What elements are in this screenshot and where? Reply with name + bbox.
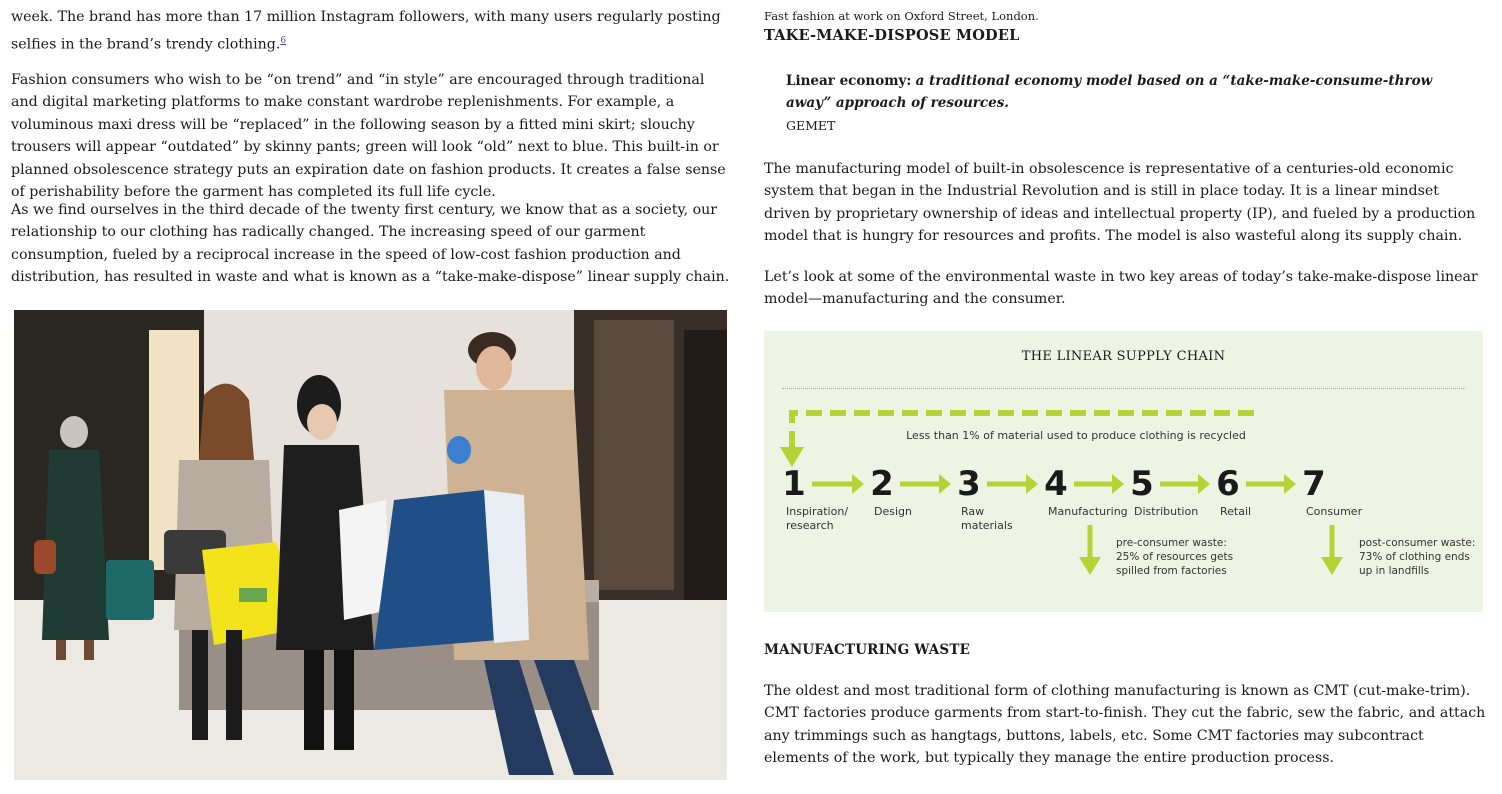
flow-arrowhead-4 (1112, 474, 1124, 494)
step-number-6: 6 (1216, 464, 1240, 504)
definition-box (786, 70, 1466, 137)
flow-arrowhead-1 (852, 474, 864, 494)
definition-term: Linear economy: (786, 73, 912, 89)
step-label2-3: materials (961, 519, 1013, 532)
paragraph-cmt: The oldest and most traditional form of clothing manufacturing is known as CMT (cut-make-trim). CMT factories produce garments from start-to-finish. They cut the fabric, sew the fabric, and attach any trimmings such as hangtags, buttons, labels, etc. Some CMT factories may subcontract elements of the work, but typically they manage the entire production process. (764, 683, 1486, 767)
step-number-1: 1 (782, 464, 806, 504)
definition-text (786, 70, 1466, 115)
linear-supply-chain-diagram (764, 331, 1483, 612)
paragraph-intro-text: week. The brand has more than 17 million Instagram followers, with many users regularly posting selfies in the brand’s trendy clothing. (11, 9, 721, 54)
footnote-link[interactable]: 6 (280, 36, 287, 47)
step-number-5: 5 (1130, 464, 1154, 504)
definition-body: a traditional economy model based on a “take-make-consume-throw away” approach of resources. (786, 73, 1433, 112)
flow-arrowhead-5 (1198, 474, 1210, 494)
flow-arrowhead-3 (1026, 474, 1038, 494)
flow-arrowhead-6 (1284, 474, 1296, 494)
pre-consumer-waste-line-1: pre-consumer waste: (1116, 537, 1227, 549)
paragraph-society: As we find ourselves in the third decade of the twenty first century, we know that as a society, our relationship to our clothing has radically changed. The increasing speed of our garment consumption, fueled by a reciprocal increase in the speed of low-cost fashion production and distribution, has resulted in waste and what is known as a “take-make-dispose” linear supply chain. (11, 202, 730, 286)
pre-consumer-waste-line-2: 25% of resources gets (1116, 551, 1234, 563)
paragraph-environmental-waste: Let’s look at some of the environmental waste in two key areas of today’s take-make-dispose linear model—manufacturing and the consumer. (764, 269, 1478, 308)
post-consumer-arrow-head (1321, 557, 1343, 575)
definition-source: GEMET (786, 117, 836, 133)
step-number-3: 3 (957, 464, 981, 504)
step-label-1: Inspiration/ (786, 505, 849, 518)
shoppers-photo-illustration (14, 310, 727, 780)
pre-consumer-waste-line-3: spilled from factories (1116, 565, 1227, 577)
photo-caption: Fast fashion at work on Oxford Street, London. (764, 9, 1039, 23)
paragraph-marketing: Fashion consumers who wish to be “on trend” and “in style” are encouraged through traditional and digital marketing platforms to make constant wardrobe replenishments. For example, a voluminous maxi dress will be “replaced” in the following season by a fitted mini skirt; slouchy trousers will appear “outdated” by skinny pants; green will look “old” next to blue. This built-in or planned obsolescence strategy puts an expiration date on fashion products. It creates a false sense of perishability before the garment has completed its full life cycle. (11, 72, 726, 201)
step-label-2: Design (874, 505, 912, 518)
post-consumer-waste-line-1: post-consumer waste: (1359, 537, 1476, 549)
step-label-3: Raw (961, 505, 985, 518)
step-number-2: 2 (870, 464, 894, 504)
post-consumer-waste-line-3: up in landfills (1359, 565, 1430, 577)
step-number-7: 7 (1302, 464, 1326, 504)
step-label-6: Retail (1220, 505, 1252, 518)
paragraph-obsolescence: The manufacturing model of built-in obsolescence is representative of a centuries-old economic system that began in the Industrial Revolution and is still in place today. It is a linear mindset driven by proprietary ownership of ideas and intellectual property (IP), and fueled by a production model that is hungry for resources and profits. The model is also wasteful along its supply chain. (764, 161, 1476, 245)
supply-chain-graphic (764, 331, 1483, 612)
paragraph-intro (11, 6, 733, 57)
diagram-title: THE LINEAR SUPPLY CHAIN (1021, 349, 1226, 364)
heading-manufacturing-waste: MANUFACTURING WASTE (764, 642, 971, 658)
step-number-4: 4 (1044, 464, 1068, 504)
recycle-note: Less than 1% of material used to produce clothing is recycled (906, 429, 1246, 442)
shoppers-photo (14, 310, 727, 780)
step-label-7: Consumer (1306, 505, 1363, 518)
flow-arrowhead-2 (939, 474, 951, 494)
heading-take-make-dispose: TAKE-MAKE-DISPOSE MODEL (764, 27, 1020, 44)
footnote-ref[interactable] (280, 32, 286, 46)
step-label-4: Manufacturing (1048, 505, 1128, 518)
step-label2-1: research (786, 519, 834, 532)
step-label-5: Distribution (1134, 505, 1199, 518)
pre-consumer-arrow-head (1079, 557, 1101, 575)
post-consumer-waste-line-2: 73% of clothing ends (1359, 551, 1470, 563)
